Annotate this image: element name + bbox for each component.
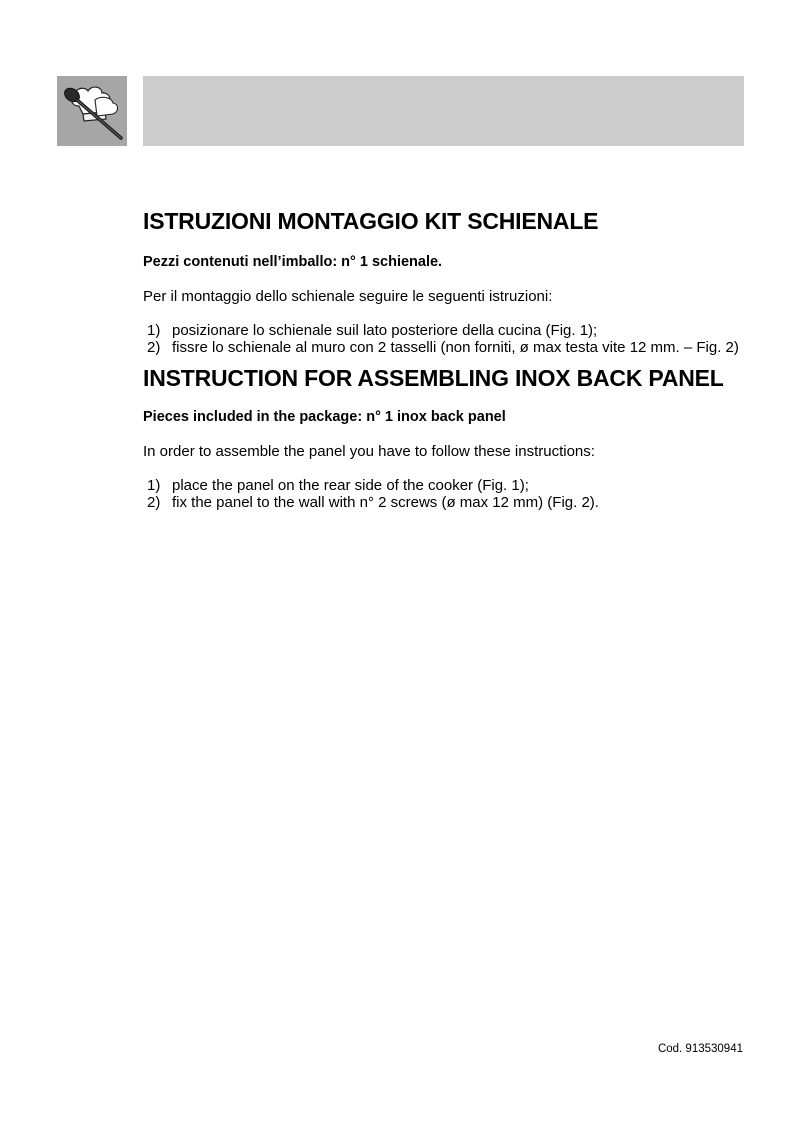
english-subtitle: Pieces included in the package: n° 1 inox back panel <box>143 408 506 425</box>
italian-title: ISTRUZIONI MONTAGGIO KIT SCHIENALE <box>143 208 599 234</box>
english-steps <box>143 477 744 511</box>
document-body <box>143 208 744 511</box>
step-number: 1) <box>147 322 161 340</box>
brand-logo <box>57 76 127 146</box>
list-item <box>143 494 744 511</box>
english-section <box>143 365 744 510</box>
step-text: place the panel on the rear side of the cooker (Fig. 1); <box>172 476 529 494</box>
italian-steps <box>143 322 744 356</box>
step-text: fissre lo schienale al muro con 2 tasselli (non forniti, ø max testa vite 12 mm. – Fig. 2) <box>172 339 739 357</box>
step-number: 2) <box>147 339 161 357</box>
step-number: 2) <box>147 493 161 511</box>
italian-subtitle: Pezzi contenuti nell’imballo: n° 1 schienale. <box>143 254 443 271</box>
step-text: posizionare lo schienale suil lato posteriore della cucina (Fig. 1); <box>172 322 598 340</box>
header-bar <box>143 76 744 146</box>
list-item <box>143 477 744 494</box>
italian-section <box>143 208 744 356</box>
step-number: 1) <box>147 476 161 494</box>
italian-intro: Per il montaggio dello schienale seguire le seguenti istruzioni: <box>143 288 553 306</box>
list-item <box>143 339 744 356</box>
chef-spoon-icon <box>57 76 127 146</box>
step-text: fix the panel to the wall with n° 2 screws (ø max 12 mm) (Fig. 2). <box>172 493 599 511</box>
document-code: Cod. 913530941 <box>657 1043 743 1055</box>
english-intro: In order to assemble the panel you have to follow these instructions: <box>143 442 595 460</box>
english-title: INSTRUCTION FOR ASSEMBLING INOX BACK PANEL <box>143 365 724 392</box>
list-item <box>143 322 744 339</box>
